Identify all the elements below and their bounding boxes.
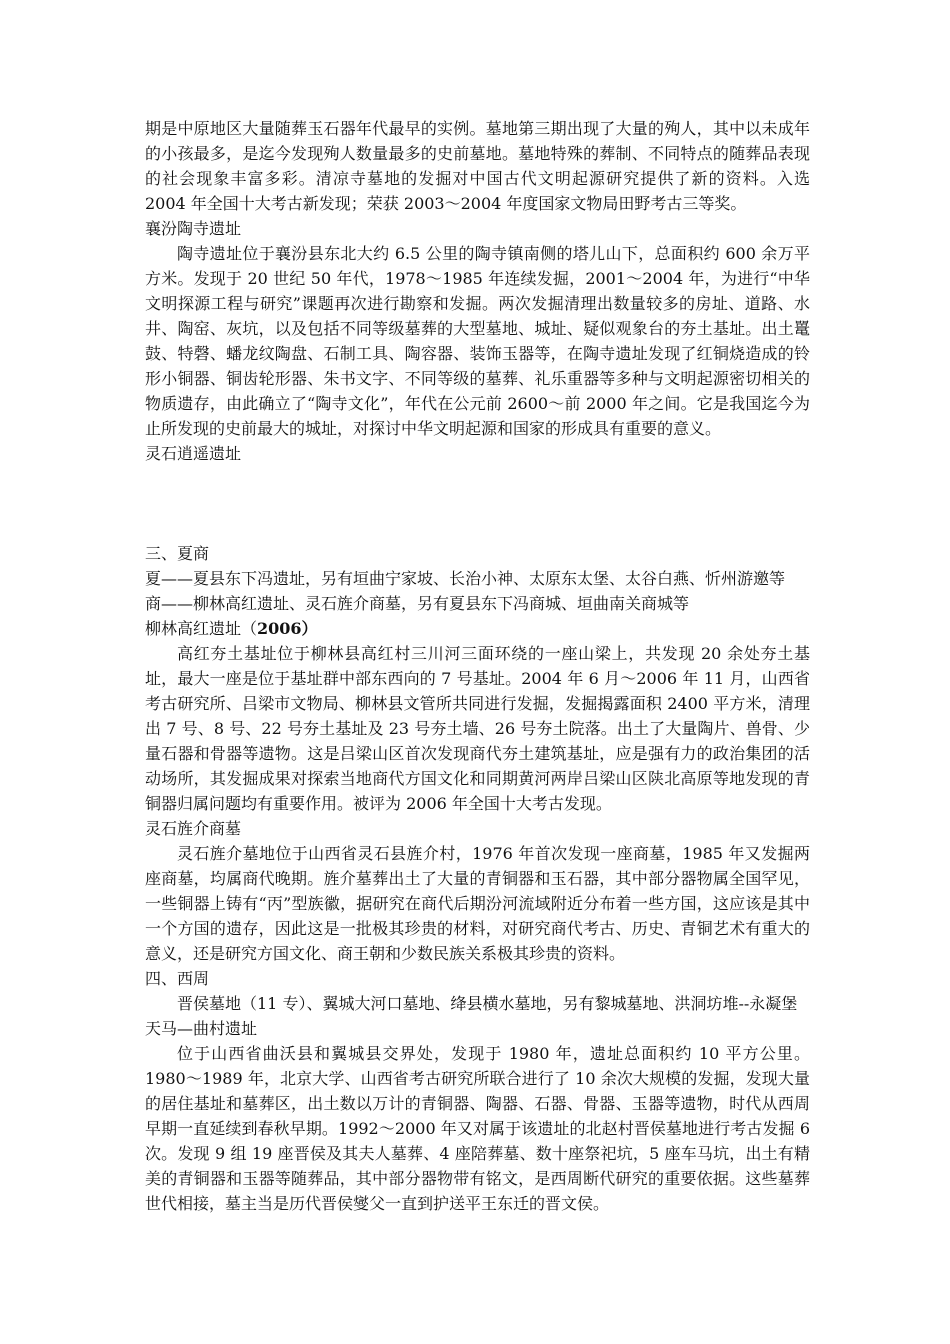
heading-gaohong-close: ） — [301, 619, 318, 638]
heading-jingjie: 灵石旌介商墓 — [145, 819, 242, 838]
blank-gap — [145, 466, 810, 541]
line-xia: 夏——夏县东下冯遗址，另有垣曲宁家坡、长治小神、太原东太堡、太谷白燕、忻州游邀等 — [145, 569, 786, 588]
heading-gaohong-year: 2006 — [257, 619, 302, 638]
line-shang: 商——柳林高红遗址、灵石旌介商墓，另有夏县东下冯商城、垣曲南关商城等 — [145, 594, 690, 613]
paragraph-tianma: 位于山西省曲沃县和翼城县交界处，发现于 1980 年，遗址总面积约 10 平方公里。1980～1989 年，北京大学、山西省考古研究所联合进行了 10 余次大规模的发掘，发现大量的居住基址和墓葬区，出土数以万计的青铜器、陶器、石器、骨器、玉器等遗物，时代从西周早期一直延续到春秋早期。1992～2000 年又对属于该遗址的北赵村晋侯墓地进行考古发掘 6 次。发现 9 组 19 座晋侯及其夫人墓葬、4 座陪葬墓、数十座祭祀坑，5 座车马坑，出土有精美的青铜器和玉器等随葬品，其中部分器物带有铭文，是西周断代研究的重要依据。这些墓葬世代相接，墓主当是历代晋侯燮父一直到护送平王东迁的晋文侯。 — [145, 1044, 810, 1213]
heading-xiaoyao: 灵石逍遥遗址 — [145, 444, 242, 463]
paragraph-gaohong: 高红夯土基址位于柳林县高红村三川河三面环绕的一座山梁上，共发现 20 余处夯土基址，最大一座是位于基址群中部东西向的 7 号基址。2004 年 6 月～2006 年 11 月，山西省考古研究所、吕梁市文物局、柳林县文管所共同进行发掘，发掘揭露面积 2400 平方米，清理出 7 号、8 号、22 号夯土基址及 23 号夯土墙、26 号夯土院落。出土了大量陶片、兽骨、少量石器和骨器等遗物。这是吕梁山区首次发现商代夯土建筑基址，应是强有力的政治集团的活动场所，其发掘成果对探索当地商代方国文化和同期黄河两岸吕梁山区陕北高原等地发现的青铜器归属问题均有重要作用。被评为 2006 年全国十大考古发现。 — [145, 644, 810, 813]
heading-gaohong — [145, 616, 810, 641]
paragraph-jingjie: 灵石旌介墓地位于山西省灵石县旌介村，1976 年首次发现一座商墓，1985 年又发掘两座商墓，均属商代晚期。旌介墓葬出土了大量的青铜器和玉石器，其中部分器物属全国罕见，一些铜器上铸有“丙”型族徽，据研究在商代后期汾河流域附近分布着一些方国，这应该是其中一个方国的遗存，因此这是一批极其珍贵的材料，对研究商代考古、历史、青铜艺术有重大的意义，还是研究方国文化、商王朝和少数民族关系极其珍贵的资料。 — [145, 844, 810, 963]
heading-xizhou: 四、西周 — [145, 969, 210, 988]
heading-gaohong-title: 柳林高红遗址（ — [145, 619, 258, 638]
heading-xiashang: 三、夏商 — [145, 544, 210, 563]
heading-taosi: 襄汾陶寺遗址 — [145, 219, 242, 238]
paragraph-qingliangsi-end: 期是中原地区大量随葬玉石器年代最早的实例。墓地第三期出现了大量的殉人，其中以未成年的小孩最多，是迄今发现殉人数量最多的史前墓地。墓地特殊的葬制、不同特点的随葬品表现的社会现象丰富多彩。清凉寺墓地的发掘对中国古代文明起源研究提供了新的资料。入选 2004 年全国十大考古新发现；荣获 2003～2004 年度国家文物局田野考古三等奖。 — [145, 119, 810, 213]
heading-tianma: 天马—曲村遗址 — [145, 1019, 258, 1038]
paragraph-xizhou: 晋侯墓地（11 专）、翼城大河口墓地、绛县横水墓地，另有黎城墓地、洪洞坊堆--永凝堡 — [177, 994, 798, 1013]
paragraph-taosi: 陶寺遗址位于襄汾县东北大约 6.5 公里的陶寺镇南侧的塔儿山下，总面积约 600 余万平方米。发现于 20 世纪 50 年代，1978～1985 年连续发掘，2001～2004 年，为进行“中华文明探源工程与研究”课题再次进行勘察和发掘。两次发掘清理出数量较多的房址、道路、水井、陶窑、灰坑，以及包括不同等级墓葬的大型墓地、城址、疑似观象台的夯土基址。出土鼍鼓、特磬、蟠龙纹陶盘、石制工具、陶容器、装饰玉器等，在陶寺遗址发现了红铜烧造成的铃形小铜器、铜齿轮形器、朱书文字、不同等级的墓葬、礼乐重器等多种与文明起源密切相关的物质遗存，由此确立了“陶寺文化”，年代在公元前 2600～前 2000 年之间。它是我国迄今为止所发现的史前最大的城址，对探讨中华文明起源和国家的形成具有重要的意义。 — [145, 244, 810, 438]
document-page — [145, 116, 810, 1216]
